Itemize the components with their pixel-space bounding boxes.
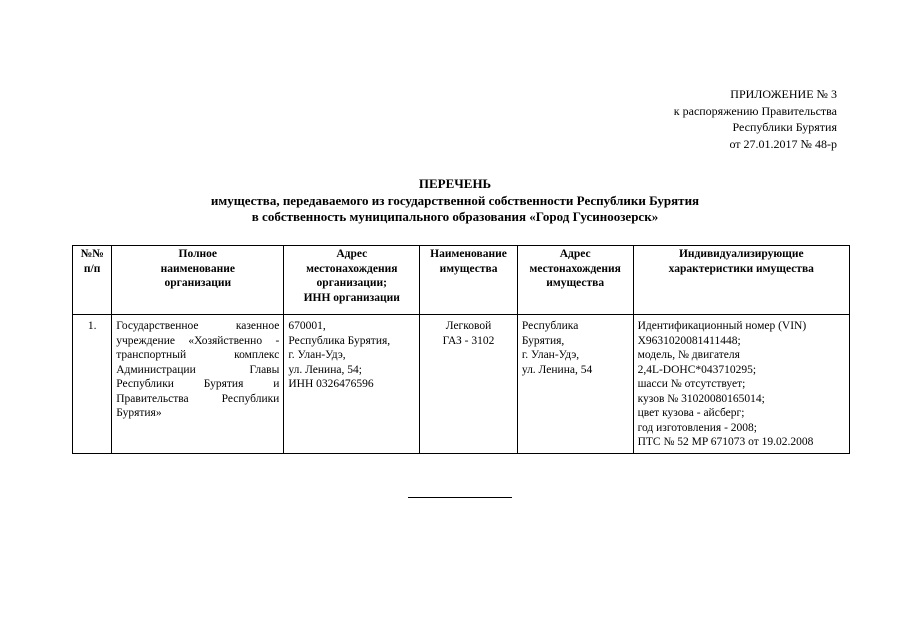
row-property-name: Легковой ГАЗ - 3102 xyxy=(420,315,518,454)
row-characteristics: Идентификационный номер (VIN) X9631020081411448; модель, № двигателя 2,4L-DOHC*043710295; шасси № отсутствует; кузов № 31020080165014; цвет кузова - айсберг; год изготовления - 2008; ПТС № 52 MP 671073 от 19.02.2008 xyxy=(633,315,849,454)
title-line-2: имущества, передаваемого из государственной собственности Республики Бурятия xyxy=(210,192,700,208)
end-separator-line xyxy=(408,497,512,498)
row-property-address: Республика Бурятия, г. Улан-Удэ, ул. Ленина, 54 xyxy=(517,315,633,454)
appendix-date: от 27.01.2017 № 48-р xyxy=(729,136,837,151)
header-org-name: Полное наименование организации xyxy=(112,246,284,315)
appendix-number: ПРИЛОЖЕНИЕ № 3 xyxy=(730,87,837,101)
table-header-row xyxy=(73,246,850,315)
appendix-order-ref: к распоряжению Правительства xyxy=(673,103,837,118)
row-org-name: Государственное казенное учреждение «Хозяйственно - транспортный комплекс Администрации Главы Республики Бурятия и Правительства Республики Бурятия» xyxy=(112,315,284,454)
header-org-address: Адрес местонахождения организации; ИНН организации xyxy=(284,246,420,315)
header-property-name: Наименование имущества xyxy=(420,246,518,315)
header-property-address: Адрес местонахождения имущества xyxy=(517,246,633,315)
property-table xyxy=(72,245,850,454)
header-characteristics: Индивидуализирующие характеристики имущества xyxy=(633,246,849,315)
table-row xyxy=(73,315,850,454)
row-org-address: 670001, Республика Бурятия, г. Улан-Удэ, ул. Ленина, 54; ИНН 0326476596 xyxy=(284,315,420,454)
title-line-3: в собственность муниципального образования «Город Гусиноозерск» xyxy=(251,209,659,224)
document-title xyxy=(60,176,850,226)
appendix-republic: Республики Бурятия xyxy=(732,120,837,134)
row-num: 1. xyxy=(73,315,112,454)
appendix-header xyxy=(674,86,837,152)
header-num: №№ п/п xyxy=(73,246,112,315)
title-heading: ПЕРЕЧЕНЬ xyxy=(418,176,492,191)
